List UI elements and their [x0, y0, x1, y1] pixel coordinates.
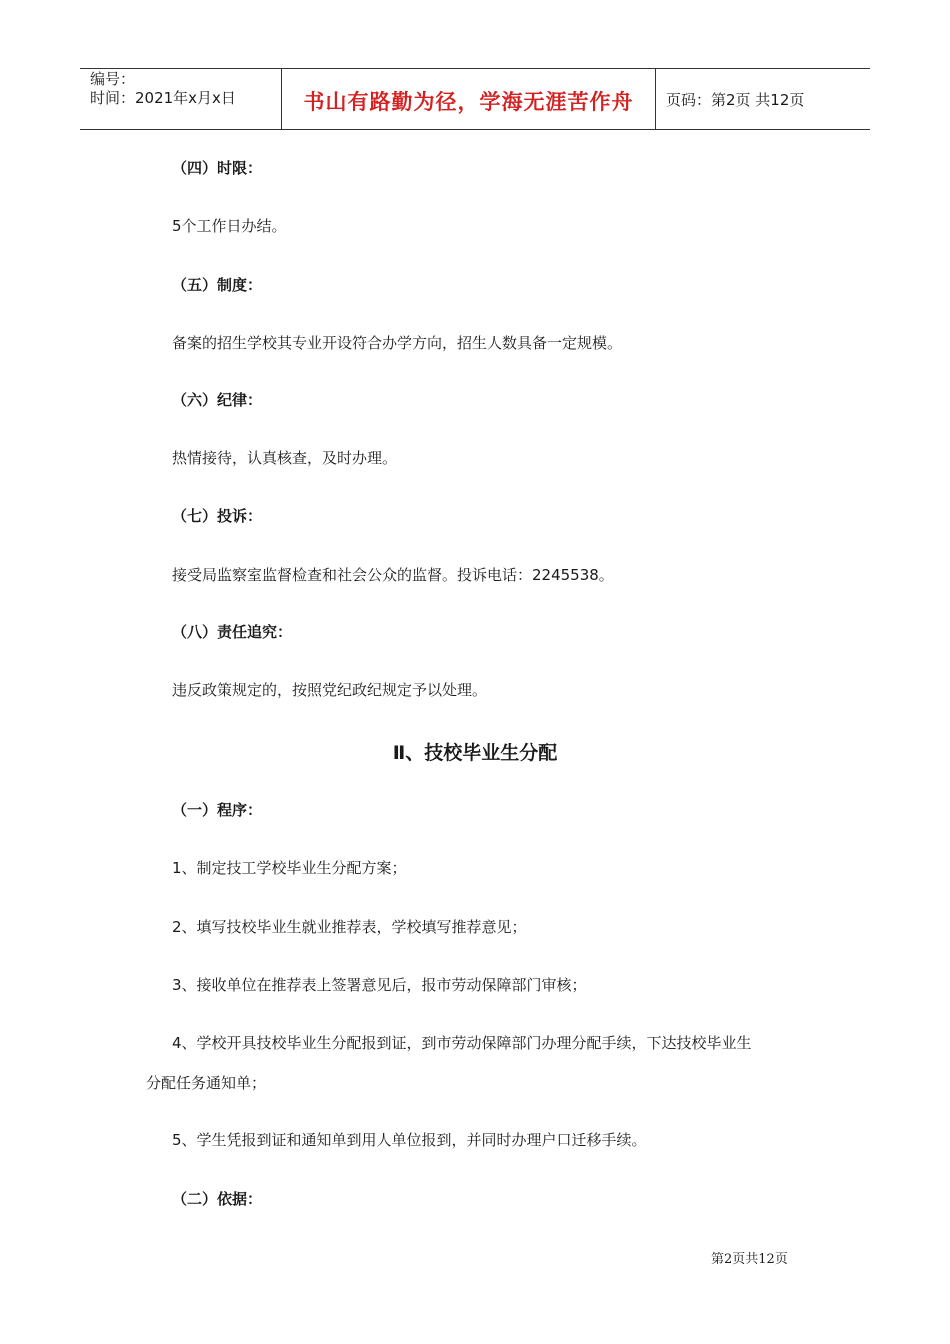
- system-heading: （五）制度：: [172, 276, 263, 294]
- basis-heading: （二）依据：: [172, 1190, 263, 1208]
- header-page-cell: [655, 69, 870, 129]
- procedure-step-4-continued: 分配任务通知单；: [146, 1074, 267, 1092]
- header-motto-cell: [281, 69, 656, 129]
- complaint-heading: （七）投诉：: [172, 507, 263, 525]
- accountability-heading: （八）责任追究：: [172, 623, 293, 641]
- header-meta: [80, 69, 281, 129]
- section-title: Ⅱ、技校毕业生分配: [392, 742, 558, 764]
- system-text: 备案的招生学校其专业开设符合办学方向，招生人数具备一定规模。: [172, 334, 623, 352]
- procedure-heading: （一）程序：: [172, 801, 263, 819]
- procedure-step-2: 2、填写技校毕业生就业推荐表，学校填写推荐意见；: [172, 918, 527, 936]
- discipline-text: 热情接待，认真核查，及时办理。: [172, 449, 398, 467]
- procedure-step-5: 5、学生凭报到证和通知单到用人单位报到，并同时办理户口迁移手续。: [172, 1131, 647, 1149]
- discipline-heading: （六）纪律：: [172, 391, 263, 409]
- document-time: 时间：2021年x月x日: [90, 89, 236, 107]
- procedure-step-1: 1、制定技工学校毕业生分配方案；: [172, 859, 407, 877]
- page-info: 页码：第2页 共12页: [666, 91, 805, 109]
- document-number: 编号：: [90, 70, 136, 88]
- complaint-text: 接受局监察室监督检查和社会公众的监督。投诉电话：2245538。: [172, 566, 614, 584]
- procedure-step-4: 4、学校开具技校毕业生分配报到证，到市劳动保障部门办理分配手续，下达技校毕业生: [172, 1034, 752, 1052]
- limit-heading: （四）时限：: [172, 159, 263, 177]
- limit-text: 5个工作日办结。: [172, 217, 287, 235]
- accountability-text: 违反政策规定的，按照党纪政纪规定予以处理。: [172, 681, 488, 699]
- page-footer: 第2页共12页: [711, 1252, 788, 1267]
- motto: 书山有路勤为径，学海无涯苦作舟: [303, 90, 634, 114]
- procedure-step-3: 3、接收单位在推荐表上签署意见后，报市劳动保障部门审核；: [172, 976, 587, 994]
- page-header: [80, 68, 870, 130]
